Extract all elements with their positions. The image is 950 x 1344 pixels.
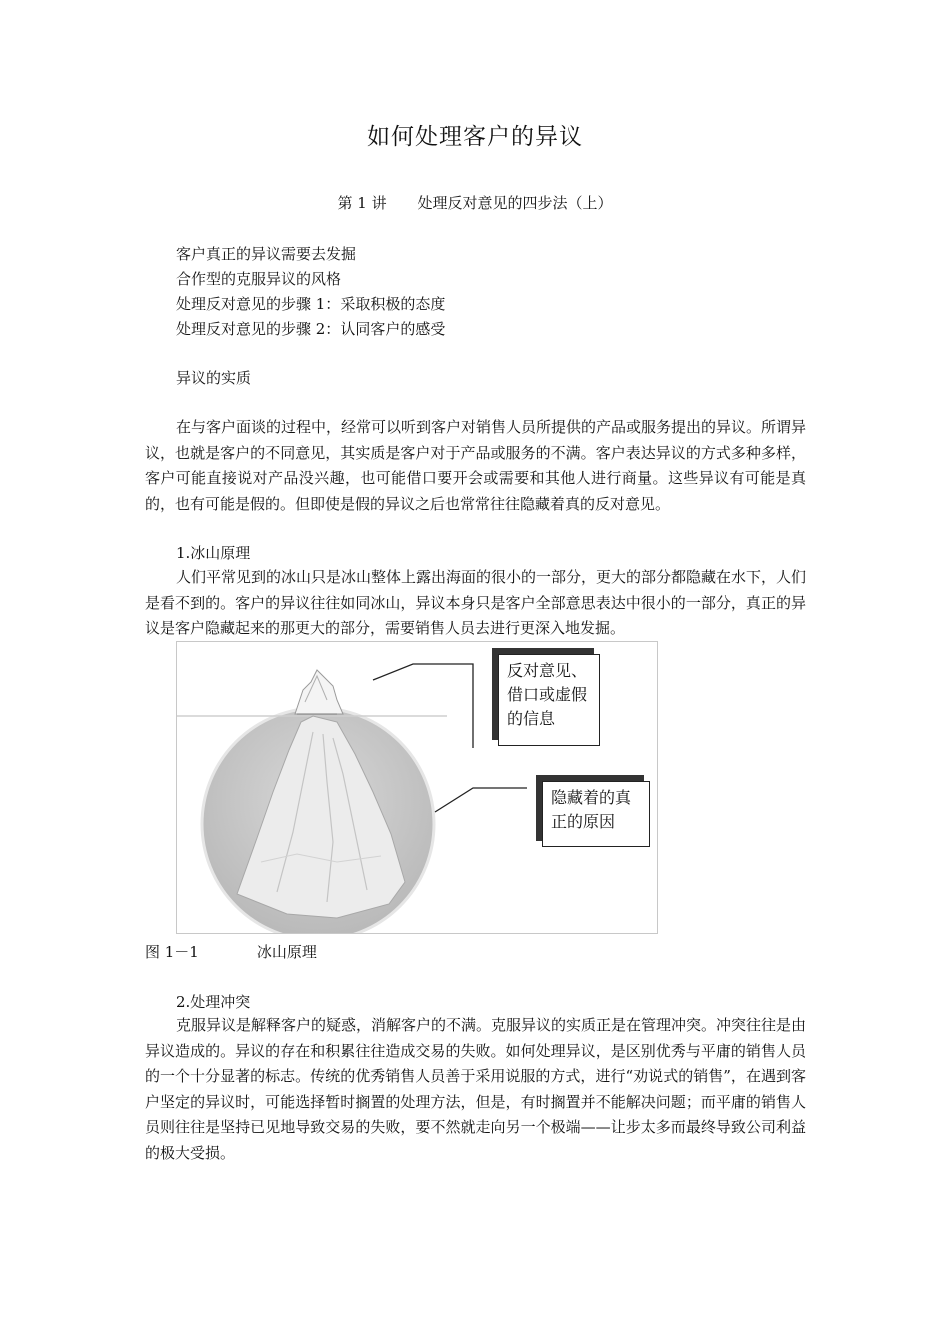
callout-surface-objections xyxy=(498,654,600,746)
section-heading-nature: 异议的实质 xyxy=(176,369,252,387)
caption-label: 图 1－1 xyxy=(145,943,199,961)
iceberg-figure xyxy=(176,641,658,934)
section-heading-conflict: 2.处理冲突 xyxy=(176,993,251,1011)
callout-hidden-reasons xyxy=(542,781,650,847)
lecture-outline xyxy=(176,242,445,342)
paragraph-nature: 在与客户面谈的过程中，经常可以听到客户对销售人员所提供的产品或服务提出的异议。所谓异议，也就是客户的不同意见，其实质是客户对于产品或服务的不满。客户表达异议的方式多种多样，客户可能直接说对产品没兴趣，也可能借口要开会或需要和其他人进行商量。这些异议有可能是真的，也有可能是假的。但即使是假的异议之后也常常往往隐藏着真的反对意见。 xyxy=(145,418,807,513)
lecture-heading xyxy=(0,192,950,213)
caption-title: 冰山原理 xyxy=(256,943,317,961)
callout-line: 隐藏着的真 xyxy=(551,788,632,807)
outline-item: 客户真正的异议需要去发掘 xyxy=(176,245,357,263)
document-title: 如何处理客户的异议 xyxy=(367,124,583,150)
callout-line: 反对意见、 xyxy=(507,661,588,680)
lecture-title: 处理反对意见的四步法（上） xyxy=(417,194,613,212)
section-heading-iceberg: 1.冰山原理 xyxy=(176,544,251,562)
callout-line: 正的原因 xyxy=(551,812,616,831)
figure-caption xyxy=(145,941,317,962)
outline-item: 处理反对意见的步骤 2：认同客户的感受 xyxy=(176,320,446,338)
paragraph-iceberg: 人们平常见到的冰山只是冰山整体上露出海面的很小的一部分，更大的部分都隐藏在水下，人们是看不到的。客户的异议往往如同冰山，异议本身只是客户全部意思表达中很小的一部分，真正的异议是客户隐藏起来的那更大的部分，需要销售人员去进行更深入地发掘。 xyxy=(145,568,807,637)
outline-item: 合作型的克服异议的风格 xyxy=(176,270,342,288)
paragraph-conflict: 克服异议是解释客户的疑惑，消解客户的不满。克服异议的实质正是在管理冲突。冲突往往是由异议造成的。异议的存在和积累往往造成交易的失败。如何处理异议，是区别优秀与平庸的销售人员的一个十分显著的标志。传统的优秀销售人员善于采用说服的方式，进行“劝说式的销售”，在遇到客户坚定的异议时，可能选择暂时搁置的处理方法，但是，有时搁置并不能解决问题；而平庸的销售人员则往往是坚持已见地导致交易的失败，要不然就走向另一个极端——让步太多而最终导致公司利益的极大受损。 xyxy=(145,1016,807,1162)
callout-line: 的信息 xyxy=(507,709,556,728)
outline-item: 处理反对意见的步骤 1：采取积极的态度 xyxy=(176,295,446,313)
lecture-number: 第 1 讲 xyxy=(337,194,387,212)
callout-line: 借口或虚假 xyxy=(507,685,588,704)
